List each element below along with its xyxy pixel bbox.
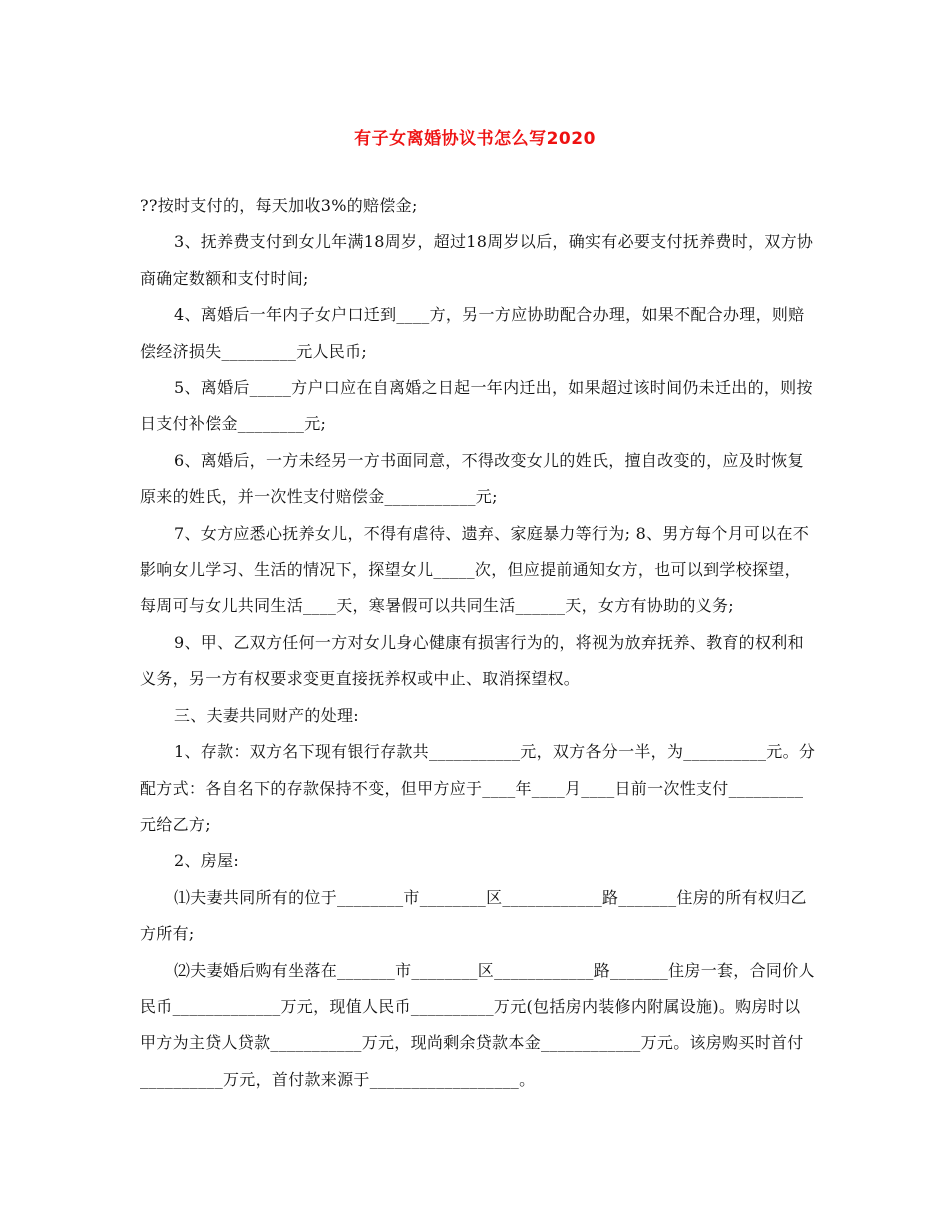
paragraph: ??按时支付的，每天加收3%的赔偿金; [140, 196, 418, 215]
paragraph: 5、离婚后_____方户口应在自离婚之日起一年内迁出，如果超过该时间仍未迁出的，则按日支付补偿金________元; [140, 378, 813, 434]
paragraph: 4、离婚后一年内子女户口迁到____方，另一方应协助配合办理，如果不配合办理，则赔偿经济损失_________元人民币; [140, 305, 805, 361]
paragraph: ⑴夫妻共同所有的位于________市________区____________路_______住房的所有权归乙方所有; [140, 887, 807, 944]
document-body [140, 188, 816, 1098]
paragraph: ⑵夫妻婚后购有坐落在_______市________区____________路_______住房一套，合同价人民币_____________万元，现值人民币__________万元(包括房内装修内附属设施)。购房时以甲方为主贷人贷款___________万元，现尚剩余贷款本金____________万元。该房购买时首付__________万元，首付款来源于__________________。 [140, 960, 815, 1089]
paragraph: 7、女方应悉心抚养女儿，不得有虐待、遗弃、家庭暴力等行为; 8、男方每个月可以在不影响女儿学习、生活的情况下，探望女儿_____次，但应提前通知女方，也可以到学校探望，每周可与女儿共同生活____天，寒暑假可以共同生活______天，女方有协助的义务; [140, 523, 810, 616]
paragraph: 2、房屋: [174, 851, 240, 871]
paragraph: 3、抚养费支付到女儿年满18周岁，超过18周岁以后，确实有必要支付抚养费时，双方协商确定数额和支付时间; [140, 232, 814, 288]
paragraph: 9、甲、乙双方任何一方对女儿身心健康有损害行为的，将视为放弃抚养、教育的权利和义务，另一方有权要求变更直接抚养权或中止、取消探望权。 [140, 632, 804, 689]
document-title: 有子女离婚协议书怎么写2020 [354, 129, 596, 149]
paragraph: 6、离婚后，一方未经另一方书面同意，不得改变女儿的姓氏，擅自改变的，应及时恢复原来的姓氏，并一次性支付赔偿金___________元; [140, 450, 804, 507]
section-heading: 三、夫妻共同财产的处理: [174, 705, 359, 725]
paragraph: 1、存款：双方名下现有银行存款共___________元，双方各分一半，为__________元。分配方式：各自名下的存款保持不变，但甲方应于____年____月____日前一次性支付_________元给乙方; [140, 742, 816, 834]
